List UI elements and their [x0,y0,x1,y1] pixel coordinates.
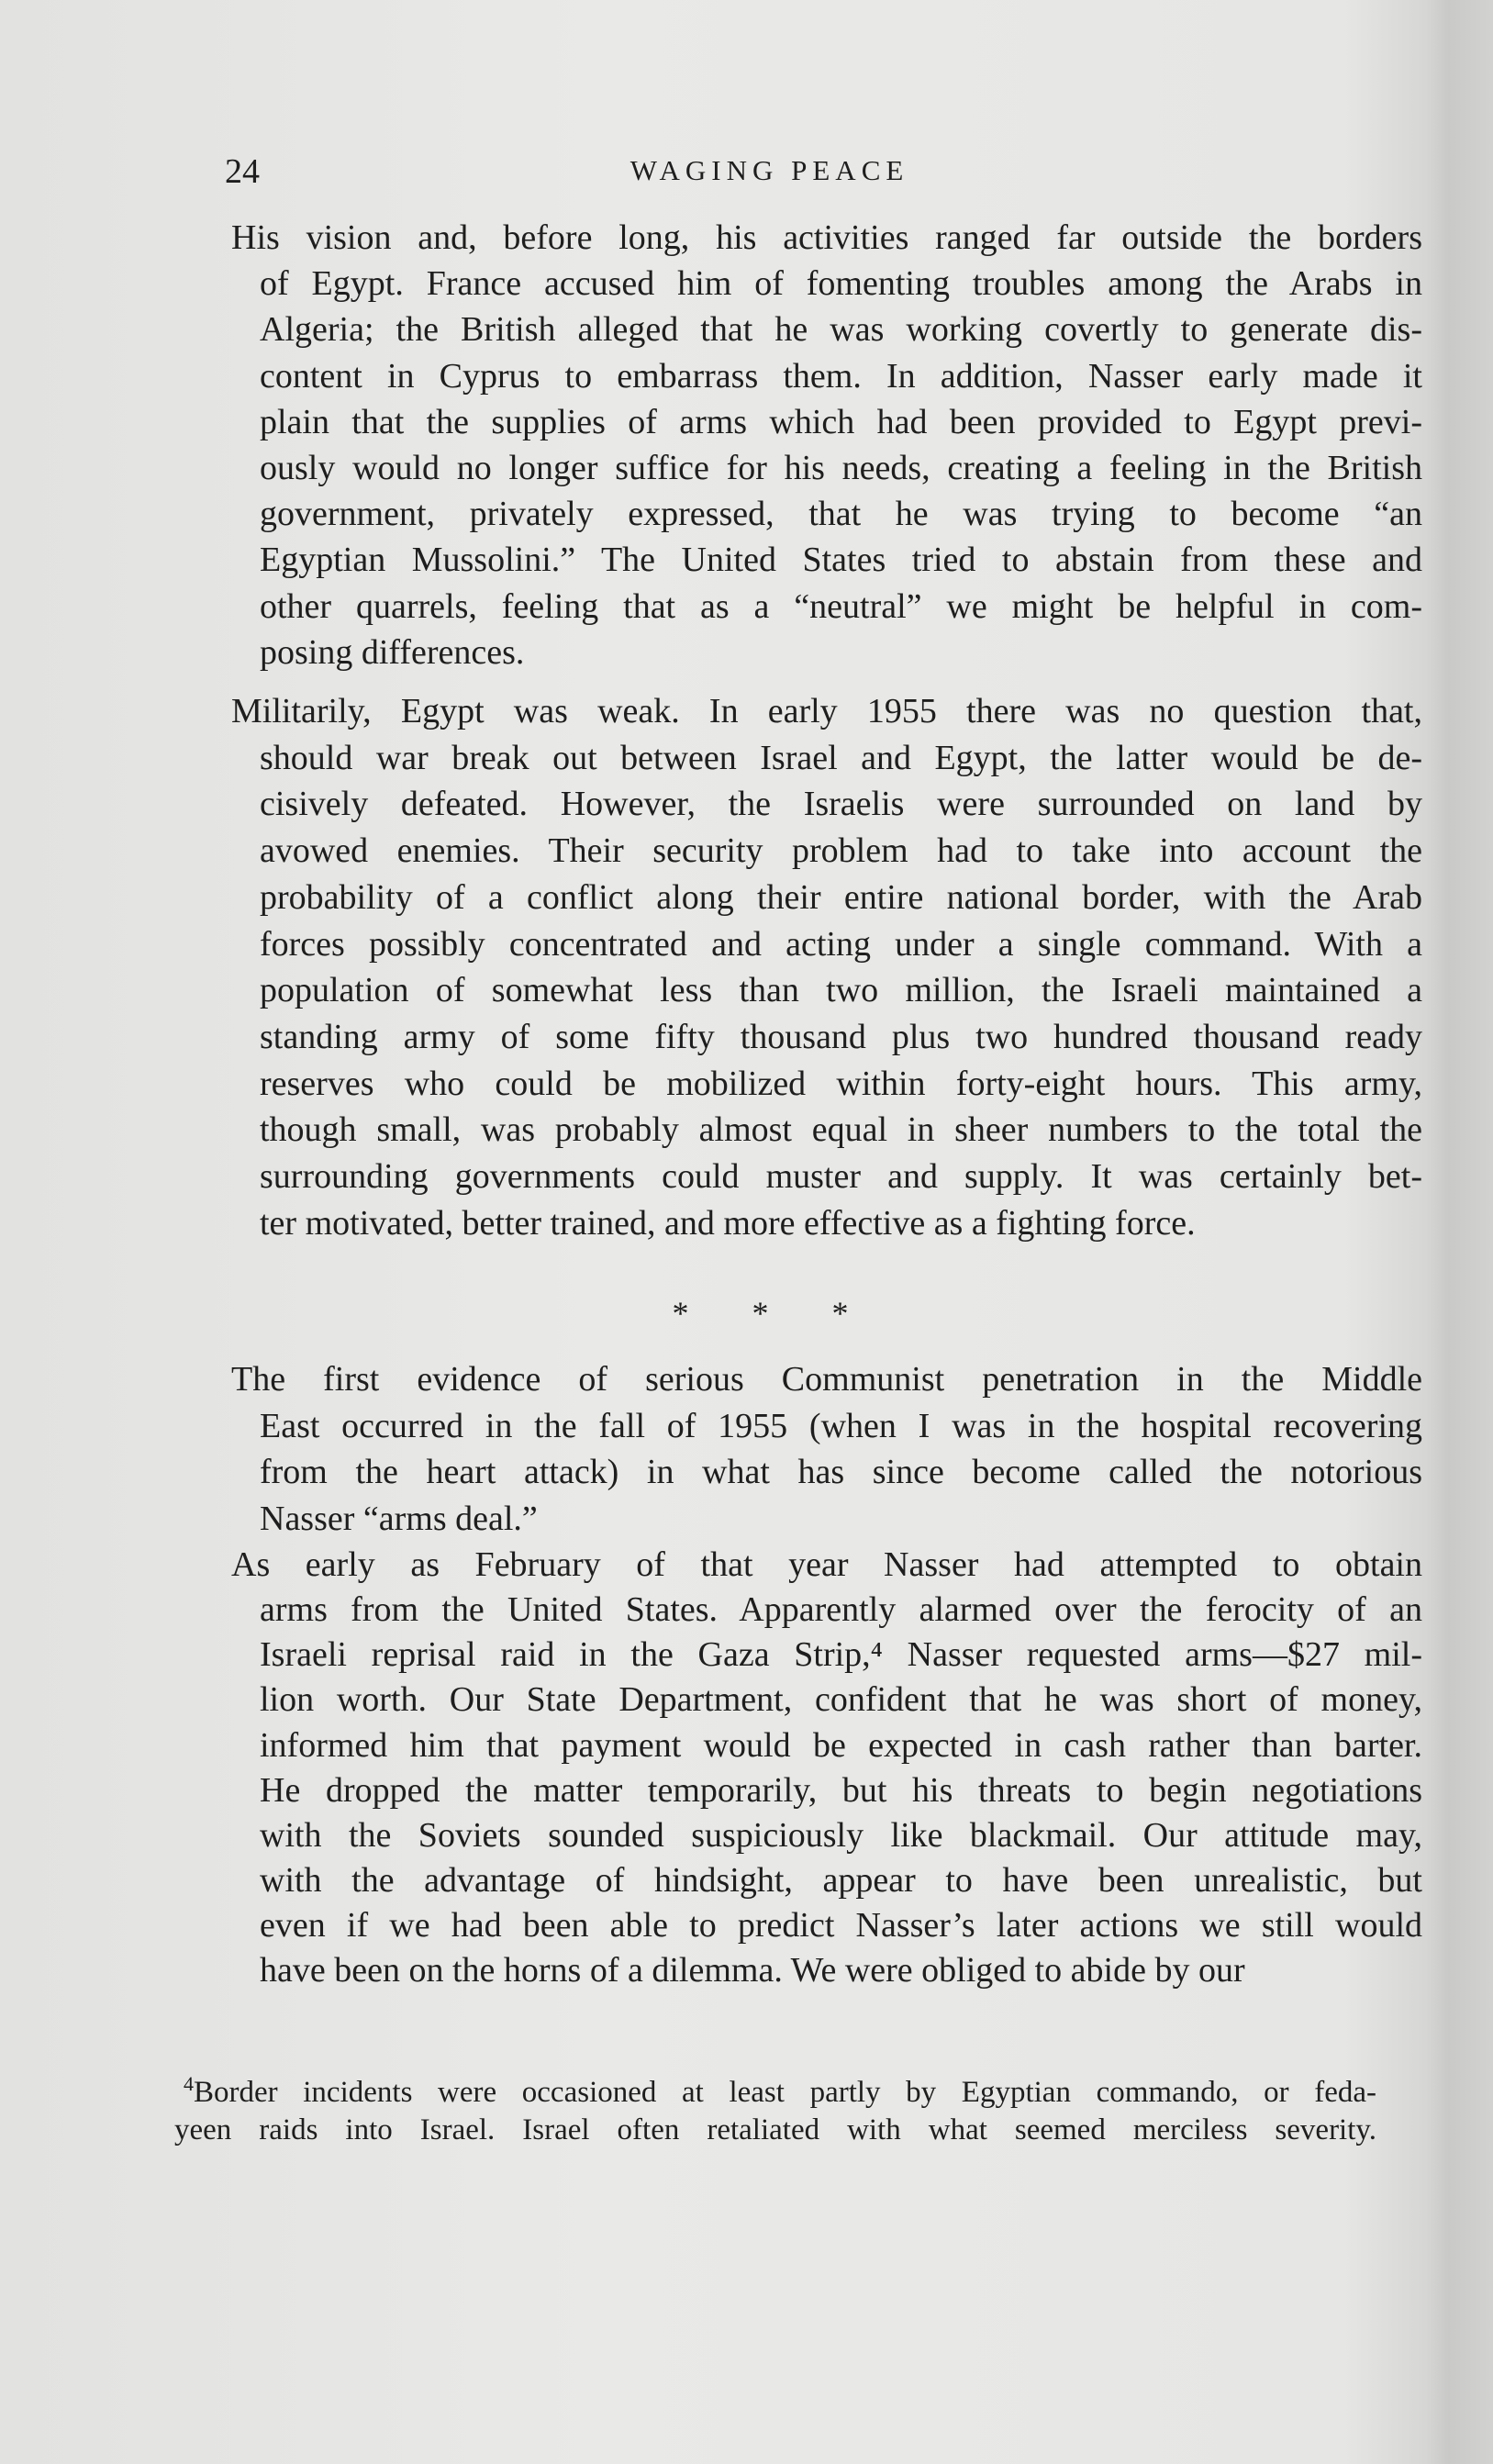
text-line: His vision and, before long, his activities ranged far outside the borders [231,218,1422,257]
text-line: plain that the supplies of arms which had been provided to Egypt previ- [260,402,1422,441]
text-line: surrounding governments could muster and supply. It was certainly bet- [260,1157,1422,1197]
text-line: ously would no longer suffice for his needs, creating a feeling in the British [260,448,1422,487]
text-line: posing differences. [260,632,525,672]
text-line: Israeli reprisal raid in the Gaza Strip,⁴ Nasser requested arms—$27 mil- [260,1635,1422,1675]
text-line: other quarrels, feeling that as a “neutral” we might be helpful in com- [260,586,1422,626]
text-line: government, privately expressed, that he was trying to become “an [260,495,1422,534]
text-line: lion worth. Our State Department, confident that he was short of money, [260,1680,1422,1720]
footnote-text: yeen raids into Israel. Israel often retaliated with what seemed merciless severity. [174,2113,1376,2146]
text-line: The first evidence of serious Communist penetration in the Middle [231,1360,1422,1399]
text-line: content in Cyprus to embarrass them. In addition, Nasser early made it [260,356,1422,396]
text-line: standing army of some fifty thousand plus two hundred thousand ready [260,1017,1422,1056]
text-line: Algeria; the British alleged that he was working covertly to generate dis- [260,310,1422,350]
text-line: Egyptian Mussolini.” The United States tried to abstain from these and [260,541,1422,580]
text-line: probability of a conflict along their entire national border, with the Arab [260,877,1422,917]
text-line: of Egypt. France accused him of fomenting troubles among the Arabs in [260,264,1422,304]
footnote-marker: 4 [184,2072,194,2095]
text-line: even if we had been able to predict Nasser’s later actions we still would [260,1906,1422,1946]
text-line: informed him that payment would be expected in cash rather than barter. [260,1725,1422,1765]
text-line: arms from the United States. Apparently alarmed over the ferocity of an [260,1590,1422,1630]
text-line: ter motivated, better trained, and more effective as a fighting force. [260,1203,1196,1243]
text-line: East occurred in the fall of 1955 (when I was in the hospital recovering [260,1406,1422,1445]
text-line: reserves who could be mobilized within forty-eight hours. This army, [260,1064,1422,1103]
text-line: population of somewhat less than two million, the Israeli maintained a [260,971,1422,1010]
running-title: WAGING PEACE [630,154,909,186]
text-line: As early as February of that year Nasser had attempted to obtain [231,1545,1422,1584]
text-line: Militarily, Egypt was weak. In early 1955 there was no question that, [231,692,1422,730]
text-line: with the advantage of hindsight, appear to have been unrealistic, but [260,1861,1422,1901]
text-line: have been on the horns of a dilemma. We were obliged to abide by our [260,1951,1245,1990]
text-line: from the heart attack) in what has since become called the notorious [260,1453,1422,1492]
text-line: should war break out between Israel and Egypt, the latter would be de- [260,738,1422,777]
text-line: though small, was probably almost equal in sheer numbers to the total the [260,1110,1422,1150]
footnote-text: Border incidents were occasioned at least partly by Egyptian commando, or feda- [194,2076,1376,2109]
section-break: * * * [672,1295,876,1332]
footnote-line [184,2065,1376,2109]
text-line: forces possibly concentrated and acting under a single command. With a [260,924,1422,964]
text-line: Nasser “arms deal.” [260,1499,538,1538]
text-line: cisively defeated. However, the Israelis were surrounded on land by [260,785,1422,824]
page-number: 24 [225,152,260,191]
footnote-line [174,2111,1376,2149]
text-line: with the Soviets sounded suspiciously like blackmail. Our attitude may, [260,1815,1422,1855]
text-line: He dropped the matter temporarily, but his threats to begin negotiations [260,1770,1422,1810]
text-line: avowed enemies. Their security problem had to take into account the [260,831,1422,871]
